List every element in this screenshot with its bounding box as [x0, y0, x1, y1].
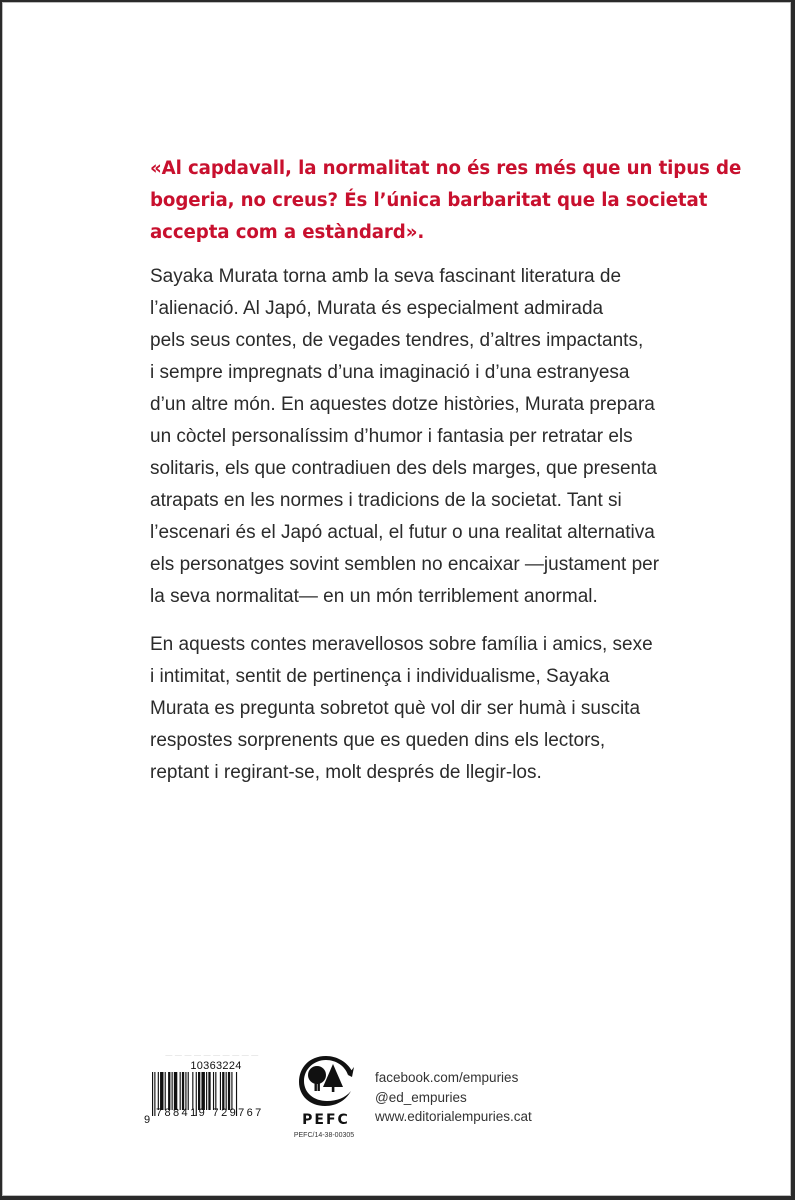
paragraph-line: l’alienació. Al Japó, Murata és especialment admirada: [150, 298, 604, 319]
barcode-bar: [172, 1072, 173, 1110]
barcode-bar: [174, 1072, 177, 1110]
paragraph-line: Sayaka Murata torna amb la seva fascinant literatura de: [150, 266, 622, 287]
barcode-bar: [180, 1072, 181, 1110]
barcode-digits: 788419 729767: [156, 1107, 264, 1119]
barcode-bar: [168, 1072, 170, 1110]
barcode-bar: [228, 1072, 230, 1110]
barcode-bar: [198, 1072, 200, 1110]
paragraph-line: i intimitat, sentit de pertinença i individualisme, Sayaka: [150, 666, 610, 687]
isbn-barcode: [144, 1051, 280, 1130]
pefc-trees-logo-icon: [296, 1053, 356, 1109]
barcode-bar: [220, 1072, 221, 1110]
publisher-links: [375, 1068, 532, 1127]
pefc-certification: [294, 1053, 358, 1139]
facebook-link[interactable]: facebook.com/empuries: [375, 1070, 519, 1085]
book-back-cover: [2, 2, 791, 1196]
pefc-code: PEFC/14-38-00305: [293, 1132, 355, 1139]
barcode-bar: [222, 1072, 224, 1110]
paragraph-line: atrapats en les normes i tradicions de la societat. Tant si: [150, 490, 622, 511]
barcode-bar: [188, 1072, 189, 1110]
paragraph-line: els personatges sovint semblen no encaixar —justament per: [150, 554, 660, 575]
barcode-bar: [213, 1072, 214, 1110]
barcode-first-digit: 9: [144, 1114, 151, 1126]
barcode-bar: [182, 1072, 184, 1110]
pefc-wordmark: PEFC: [302, 1112, 350, 1128]
barcode-bar: [152, 1072, 153, 1116]
quote-line: accepta com a estàndard».: [150, 222, 425, 243]
paragraph-line: l’escenari és el Japó actual, el futur o una realitat alternativa: [150, 522, 655, 543]
paragraph-line: un còctel personalíssim d’humor i fantasia per retratar els: [150, 426, 633, 447]
barcode-bar: [158, 1072, 159, 1110]
barcode-internal-number: 10363224: [190, 1060, 242, 1072]
paragraph-line: En aquests contes meravellosos sobre família i amics, sexe: [150, 634, 653, 655]
barcode-bar: [215, 1072, 216, 1110]
paragraph-line: i sempre impregnats d’una imaginació i d’una estranyesa: [150, 362, 630, 383]
paragraph-line: solitaris, els que contradiuen des dels marges, que presenta: [150, 458, 657, 479]
paragraph-line: reptant i regirant-se, molt després de llegir-los.: [150, 762, 542, 783]
description-paragraph-1: [150, 261, 670, 613]
paragraph-line: la seva normalitat— en un món terriblement anormal.: [150, 586, 598, 607]
blurb: [150, 153, 742, 805]
pull-quote: [150, 153, 742, 249]
barcode-bar: [226, 1072, 227, 1110]
quote-line: bogeria, no creus? És l’única barbaritat que la societat: [150, 190, 708, 211]
website-link[interactable]: www.editorialempuries.cat: [375, 1109, 532, 1124]
quote-line: «Al capdavall, la normalitat no és res més que un tipus de: [150, 158, 742, 179]
barcode-bar: [206, 1072, 207, 1110]
barcode-bar: [165, 1072, 166, 1110]
description-paragraph-2: [150, 629, 670, 789]
barcode-bar: [160, 1072, 163, 1110]
barcode-faint-text: — — — — — — — — — —: [165, 1052, 259, 1059]
barcode-bar: [192, 1072, 193, 1110]
barcode-bar: [208, 1072, 210, 1110]
paragraph-line: pels seus contes, de vegades tendres, d’altres impactants,: [150, 330, 644, 351]
paragraph-line: Murata es pregunta sobretot què vol dir ser humà i suscita: [150, 698, 641, 719]
paragraph-line: respostes sorprenents que es queden dins els lectors,: [150, 730, 606, 751]
paragraph-line: d’un altre món. En aquestes dotze històries, Murata prepara: [150, 394, 655, 415]
barcode-bar: [185, 1072, 186, 1110]
barcode-bar: [231, 1072, 232, 1110]
barcode-bar: [201, 1072, 204, 1110]
twitter-handle[interactable]: @ed_empuries: [375, 1089, 467, 1105]
